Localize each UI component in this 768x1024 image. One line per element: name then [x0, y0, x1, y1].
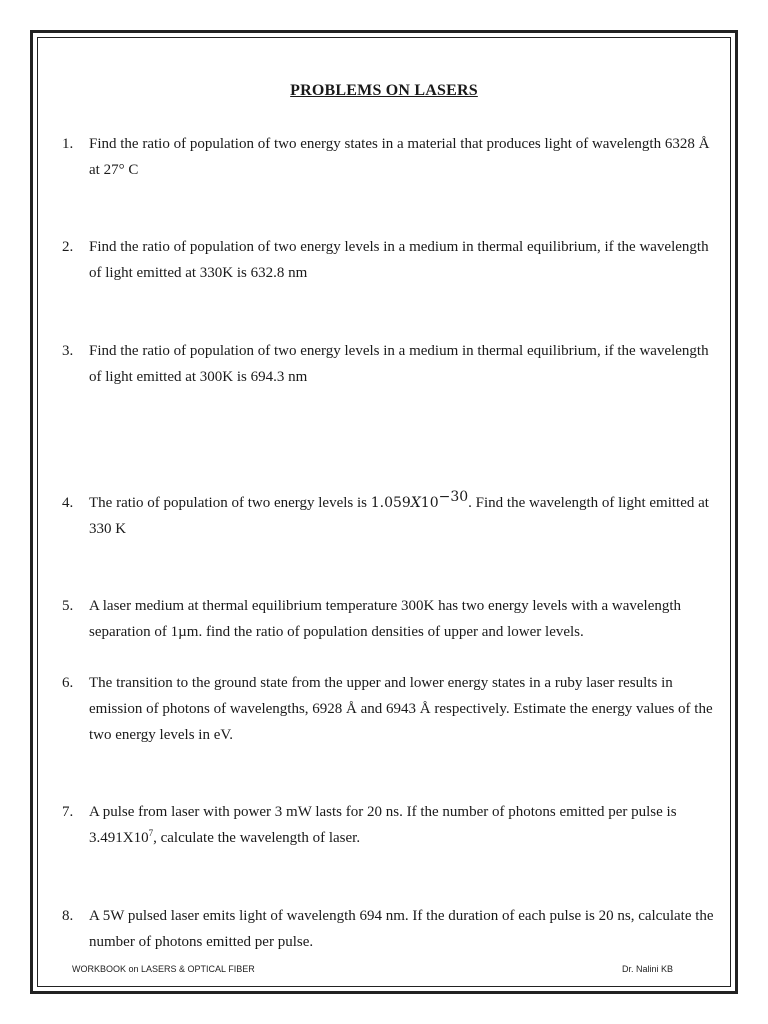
problem-number: 2.	[62, 239, 74, 255]
problem-number: 1.	[62, 136, 74, 152]
ratio-exponent: −30	[438, 489, 469, 505]
problem-number: 3.	[62, 343, 74, 359]
problem-text	[89, 490, 722, 542]
footer-workbook-title: WORKBOOK on LASERS & OPTICAL FIBER	[72, 964, 255, 974]
problem-number: 5.	[62, 598, 74, 614]
problem-5	[62, 593, 722, 645]
problem-text: Find the ratio of population of two energy states in a material that produces light of wavelength 6328 Å at 27° C	[89, 136, 710, 178]
problem-text: A 5W pulsed laser emits light of wavelength 694 nm. If the duration of each pulse is 20 ns, calculate the number of photons emitted per pulse.	[89, 908, 714, 950]
problem-text-pre: A pulse from laser with power 3 mW lasts for 20 ns. If the number of photons emitted per pulse is 3.491X10	[89, 804, 677, 846]
ratio-value: 1.059𝑋10	[370, 495, 439, 511]
problem-number: 4.	[62, 495, 74, 511]
problem-7	[62, 799, 722, 851]
problem-3	[62, 338, 722, 390]
problem-text-pre: The ratio of population of two energy levels is	[89, 495, 371, 511]
problem-text	[89, 799, 722, 851]
problem-2	[62, 234, 722, 286]
problem-number: 8.	[62, 908, 74, 924]
problem-text-post: , calculate the wavelength of laser.	[153, 830, 361, 846]
photon-exponent: 7	[148, 828, 154, 838]
problem-8	[62, 903, 722, 955]
problem-6	[62, 670, 722, 748]
problem-text-post: . Find the wavelength of light emitted at 330 K	[89, 495, 709, 537]
problem-number: 6.	[62, 675, 74, 691]
problem-text: A laser medium at thermal equilibrium temperature 300K has two energy levels with a wavelength separation of 1µm. find the ratio of population densities of upper and lower levels.	[89, 598, 682, 640]
page-title: PROBLEMS ON LASERS	[290, 82, 478, 99]
problem-text: Find the ratio of population of two energy levels in a medium in thermal equilibrium, if the wavelength of light emitted at 330K is 632.8 nm	[89, 239, 709, 281]
footer-author: Dr. Nalini KB	[622, 964, 674, 974]
problem-text: The transition to the ground state from the upper and lower energy states in a ruby laser results in emission of photons of wavelengths, 6928 Å and 6943 Å respectively. Estimate the energy values of the two energy levels in eV.	[89, 675, 713, 743]
problem-text: Find the ratio of population of two energy levels in a medium in thermal equilibrium, if the wavelength of light emitted at 300K is 694.3 nm	[89, 343, 709, 385]
problem-number: 7.	[62, 804, 74, 820]
problem-1	[62, 131, 722, 183]
problem-4	[62, 490, 722, 542]
